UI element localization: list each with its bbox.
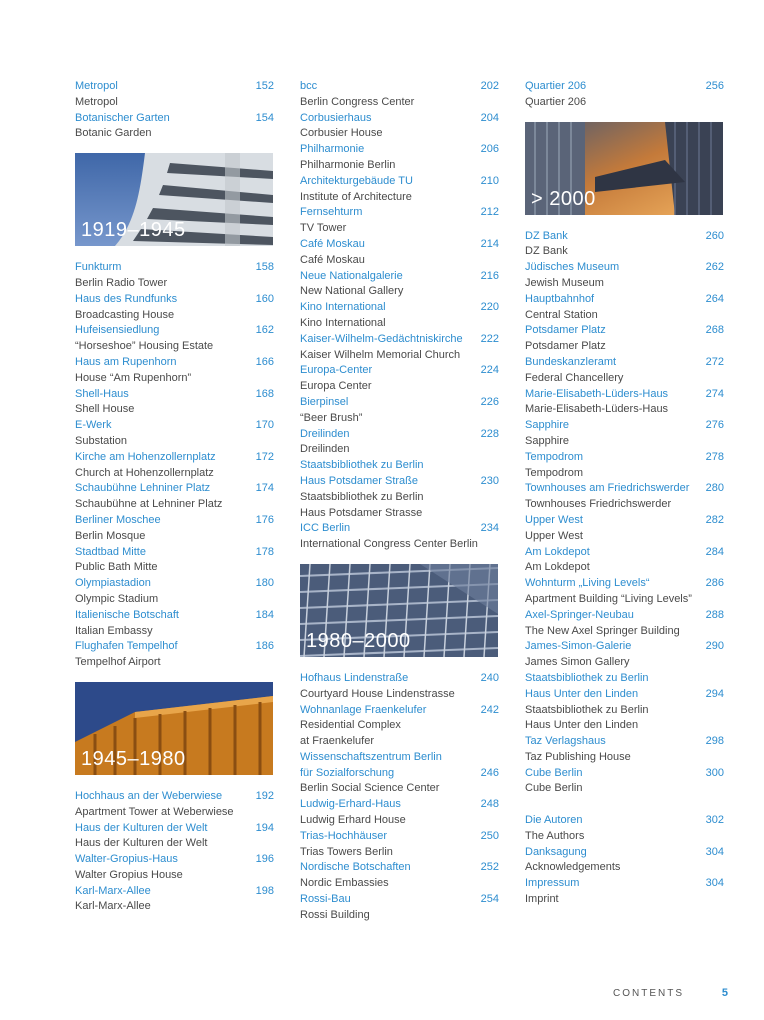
- entry-title[interactable]: Nordische Botschaften: [300, 861, 411, 874]
- entry-page-number: 158: [255, 261, 274, 274]
- toc-entry-quartier-206[interactable]: [525, 79, 724, 111]
- toc-entry-staatsbibliothek-zu-berlin[interactable]: [525, 671, 724, 687]
- toc-entry-olympiastadion[interactable]: [75, 576, 274, 608]
- entry-title[interactable]: Die Autoren: [525, 814, 583, 827]
- entry-page-number: 170: [255, 419, 274, 432]
- entry-title[interactable]: Kaiser-Wilhelm-Gedächtniskirche: [300, 332, 463, 345]
- entry-subtitle: Townhouses Friedrichswerder: [525, 498, 672, 511]
- entry-subtitle: Tempodrom: [525, 466, 584, 479]
- entry-subtitle: Potsdamer Platz: [525, 340, 606, 353]
- entry-subtitle: Tempelhof Airport: [75, 656, 161, 669]
- entry-subtitle: Courtyard House Lindenstrasse: [300, 687, 455, 700]
- era-photo-2000: [525, 122, 723, 215]
- entry-title[interactable]: Tempodrom: [525, 450, 584, 463]
- contents-column-2: [300, 79, 499, 924]
- entry-title[interactable]: Potsdamer Platz: [525, 324, 606, 337]
- entry-page-number: 214: [480, 237, 499, 250]
- toc-entry-upper-west[interactable]: [525, 513, 724, 545]
- contents-column-3: [525, 79, 724, 908]
- toc-entry-schaubuhne-lehniner-platz[interactable]: [75, 481, 274, 513]
- era-photo-1945-1980: [75, 682, 273, 775]
- entry-title[interactable]: Walter-Gropius-Haus: [75, 853, 178, 866]
- entry-title[interactable]: Wissenschaftszentrum Berlin: [300, 750, 442, 763]
- entry-subtitle: New National Gallery: [300, 285, 404, 298]
- entry-subtitle: Marie-Elisabeth-Lüders-Haus: [525, 403, 669, 416]
- toc-entry-shell-haus[interactable]: [75, 387, 274, 419]
- entry-page-number: 160: [255, 292, 274, 305]
- entry-subtitle: Café Moskau: [300, 253, 365, 266]
- entry-title[interactable]: Europa-Center: [300, 364, 373, 377]
- entry-title[interactable]: Townhouses am Friedrichswerder: [525, 482, 690, 495]
- entry-subtitle: Upper West: [525, 529, 583, 542]
- toc-entry-haus-der-kulturen-der-welt[interactable]: [75, 821, 274, 853]
- entry-title[interactable]: Philharmonie: [300, 143, 365, 156]
- entry-title[interactable]: Marie-Elisabeth-Lüders-Haus: [525, 387, 669, 400]
- entry-subtitle: Berlin Social Science Center: [300, 782, 440, 795]
- entry-subtitle: Berlin Mosque: [75, 529, 146, 542]
- entry-subtitle: Schaubühne at Lehniner Platz: [75, 498, 223, 511]
- entry-subtitle: International Congress Center Berlin: [300, 538, 478, 551]
- entry-subtitle: Walter Gropius House: [75, 868, 183, 881]
- entry-title[interactable]: für Sozialforschung: [300, 766, 395, 779]
- entry-subtitle: Philharmonie Berlin: [300, 158, 396, 171]
- entry-title[interactable]: Wohnturm „Living Levels“: [525, 577, 650, 590]
- entry-title[interactable]: James-Simon-Galerie: [525, 640, 632, 653]
- entry-page-number: 252: [480, 861, 499, 874]
- entry-page-number: 242: [480, 703, 499, 716]
- entry-title[interactable]: Rossi-Bau: [300, 893, 351, 906]
- entry-title[interactable]: DZ Bank: [525, 229, 568, 242]
- entry-page-number: 298: [705, 735, 724, 748]
- toc-entry-corbusierhaus[interactable]: [300, 111, 499, 143]
- entry-page-number: 220: [480, 301, 499, 314]
- entry-title[interactable]: Architekturgebäude TU: [300, 174, 413, 187]
- entry-title[interactable]: Dreilinden: [300, 427, 350, 440]
- entry-subtitle: Am Lokdepot: [525, 561, 590, 574]
- toc-entry-italienische-botschaft[interactable]: [75, 608, 274, 640]
- entry-page-number: 300: [705, 766, 724, 779]
- entry-page-number: 226: [480, 395, 499, 408]
- entry-page-number: 280: [705, 482, 724, 495]
- toc-entry-rossi-bau[interactable]: [300, 892, 499, 924]
- entry-subtitle: Imprint: [525, 893, 559, 906]
- entry-subtitle: Europa Center: [300, 380, 372, 393]
- entry-title[interactable]: Haus am Rupenhorn: [75, 355, 177, 368]
- era-label: 1919–1945: [81, 219, 186, 242]
- contents-column-1: [75, 79, 274, 915]
- toc-entry-nordische-botschaften[interactable]: [300, 860, 499, 892]
- entry-title[interactable]: Karl-Marx-Allee: [75, 884, 151, 897]
- entry-title[interactable]: Haus Unter den Linden: [525, 687, 639, 700]
- entry-title[interactable]: Italienische Botschaft: [75, 608, 179, 621]
- entry-page-number: 286: [705, 577, 724, 590]
- entry-subtitle: Substation: [75, 434, 127, 447]
- entry-page-number: 210: [480, 174, 499, 187]
- entry-title[interactable]: Taz Verlagshaus: [525, 735, 606, 748]
- entry-subtitle: Berlin Congress Center: [300, 95, 415, 108]
- entry-page-number: 278: [705, 450, 724, 463]
- toc-entry-e-werk[interactable]: [75, 418, 274, 450]
- era-label: 1945–1980: [81, 747, 186, 770]
- entry-subtitle: Shell House: [75, 403, 135, 416]
- entry-page-number: 260: [705, 229, 724, 242]
- entry-title[interactable]: Impressum: [525, 877, 580, 890]
- entry-subtitle: TV Tower: [300, 222, 347, 235]
- entry-page-number: 276: [705, 419, 724, 432]
- entry-title[interactable]: Kirche am Hohenzollernplatz: [75, 450, 216, 463]
- entry-title[interactable]: Metropol: [75, 80, 118, 92]
- entry-title[interactable]: Stadtbad Mitte: [75, 545, 146, 558]
- entry-title[interactable]: Am Lokdepot: [525, 545, 590, 558]
- entry-page-number: 216: [480, 269, 499, 282]
- entry-title[interactable]: Wohnanlage Fraenkelufer: [300, 703, 427, 716]
- entry-subtitle: Cube Berlin: [525, 782, 583, 795]
- entry-subtitle: Haus Unter den Linden: [525, 719, 639, 732]
- entry-page-number: 228: [480, 427, 499, 440]
- toc-entry-dreilinden[interactable]: [300, 427, 499, 459]
- entry-title[interactable]: Axel-Springer-Neubau: [525, 608, 634, 621]
- entry-page-number: 198: [255, 884, 274, 897]
- toc-entry-bierpinsel[interactable]: [300, 395, 499, 427]
- toc-entry-cube-berlin[interactable]: [525, 766, 724, 798]
- entry-subtitle: Nordic Embassies: [300, 877, 389, 890]
- entry-page-number: 304: [705, 845, 724, 858]
- entry-title[interactable]: Staatsbibliothek zu Berlin: [525, 671, 649, 684]
- toc-entry-am-lokdepot[interactable]: [525, 545, 724, 577]
- toc-entry-funkturm[interactable]: [75, 260, 274, 292]
- entry-title[interactable]: Hufeisensiedlung: [75, 324, 160, 337]
- toc-entry-fernsehturm[interactable]: [300, 205, 499, 237]
- toc-entry-impressum[interactable]: [525, 876, 724, 908]
- entry-page-number: 172: [255, 450, 274, 463]
- entry-subtitle: “Beer Brush”: [300, 411, 363, 424]
- toc-entry-james-simon-galerie[interactable]: [525, 639, 724, 671]
- entry-subtitle: James Simon Gallery: [525, 656, 630, 669]
- entry-subtitle: Corbusier House: [300, 127, 383, 140]
- entry-title[interactable]: Haus des Rundfunks: [75, 292, 178, 305]
- toc-entry-taz-verlagshaus[interactable]: [525, 734, 724, 766]
- entry-page-number: 274: [705, 387, 724, 400]
- era-label: 1980–2000: [306, 629, 411, 652]
- toc-entry-ludwig-erhard-haus[interactable]: [300, 797, 499, 829]
- entry-page-number: 250: [480, 829, 499, 842]
- entry-page-number: 234: [480, 522, 499, 535]
- entry-subtitle: House “Am Rupenhorn”: [75, 371, 192, 384]
- entry-subtitle: Taz Publishing House: [525, 750, 631, 763]
- entry-page-number: 168: [255, 387, 274, 400]
- entry-title[interactable]: Kino International: [300, 301, 386, 314]
- toc-entry-wohnturm-living-levels[interactable]: [525, 576, 724, 608]
- entry-page-number: 282: [705, 513, 724, 526]
- page-footer: [0, 987, 764, 1003]
- entry-subtitle: Kino International: [300, 316, 386, 329]
- toc-entry-icc-berlin[interactable]: [300, 521, 499, 553]
- entry-page-number: 264: [705, 292, 724, 305]
- entry-title[interactable]: Cube Berlin: [525, 766, 583, 779]
- entry-title[interactable]: Berliner Moschee: [75, 513, 161, 526]
- entry-page-number: 256: [705, 80, 724, 92]
- entry-page-number: 212: [480, 206, 499, 219]
- entry-title[interactable]: Corbusierhaus: [300, 111, 372, 124]
- entry-page-number: 288: [705, 608, 724, 621]
- entry-subtitle: Apartment Building “Living Levels”: [525, 592, 692, 605]
- toc-entry-trias-hochhauser[interactable]: [300, 829, 499, 861]
- entry-title[interactable]: ICC Berlin: [300, 522, 351, 535]
- entry-subtitle: The Authors: [525, 829, 585, 842]
- toc-entry-haus-unter-den-linden[interactable]: [525, 687, 724, 734]
- entry-page-number: 262: [705, 261, 724, 274]
- entry-title[interactable]: Upper West: [525, 513, 583, 526]
- entry-title[interactable]: Café Moskau: [300, 237, 365, 250]
- entry-page-number: 224: [480, 364, 499, 377]
- entry-subtitle: Italian Embassy: [75, 624, 153, 637]
- entry-page-number: 254: [480, 893, 499, 906]
- entry-page-number: 290: [705, 640, 724, 653]
- toc-entry-bundeskanzleramt[interactable]: [525, 355, 724, 387]
- toc-entry-wohnanlage-fraenkelufer[interactable]: [300, 703, 499, 750]
- entry-subtitle: Kaiser Wilhelm Memorial Church: [300, 348, 461, 361]
- toc-entry-philharmonie[interactable]: [300, 142, 499, 174]
- entry-title[interactable]: Botanischer Garten: [75, 111, 170, 124]
- entry-page-number: 204: [480, 111, 499, 124]
- toc-entry-fur-sozialforschung[interactable]: [300, 766, 499, 798]
- entry-page-number: 194: [255, 821, 274, 834]
- entry-title[interactable]: Haus der Kulturen der Welt: [75, 821, 208, 834]
- entry-page-number: 202: [480, 80, 499, 92]
- entry-title[interactable]: Schaubühne Lehniner Platz: [75, 482, 211, 495]
- toc-entry-flughafen-tempelhof[interactable]: [75, 639, 274, 671]
- toc-entry-kaiser-wilhelm-gedachtniskirche[interactable]: [300, 332, 499, 364]
- entry-page-number: 176: [255, 513, 274, 526]
- entry-page-number: 196: [255, 853, 274, 866]
- entry-subtitle: Church at Hohenzollernplatz: [75, 466, 214, 479]
- toc-entry-haus-am-rupenhorn[interactable]: [75, 355, 274, 387]
- entry-subtitle: DZ Bank: [525, 245, 568, 258]
- entry-page-number: 178: [255, 545, 274, 558]
- entry-subtitle: Berlin Radio Tower: [75, 276, 168, 289]
- entry-page-number: 222: [480, 332, 499, 345]
- toc-entry-haus-potsdamer-stra-e[interactable]: [300, 474, 499, 521]
- era-label: > 2000: [531, 187, 596, 210]
- footer-section-label: CONTENTS: [613, 988, 684, 999]
- entry-subtitle: Haus Potsdamer Strasse: [300, 506, 423, 519]
- toc-entry-walter-gropius-haus[interactable]: [75, 852, 274, 884]
- entry-subtitle: Haus der Kulturen der Welt: [75, 837, 208, 850]
- entry-title[interactable]: bcc: [300, 80, 318, 92]
- entry-subtitle: Institute of Architecture: [300, 190, 412, 203]
- entry-title[interactable]: Funkturm: [75, 261, 122, 274]
- toc-entry-hochhaus-an-der-weberwiese[interactable]: [75, 789, 274, 821]
- entry-page-number: 174: [255, 482, 274, 495]
- entry-title[interactable]: Fernsehturm: [300, 206, 363, 219]
- entry-title[interactable]: Olympiastadion: [75, 577, 151, 590]
- entry-subtitle: Karl-Marx-Allee: [75, 900, 151, 913]
- toc-entry-bcc[interactable]: [300, 79, 499, 111]
- entry-subtitle: Botanic Garden: [75, 127, 152, 140]
- entry-page-number: 192: [255, 789, 274, 802]
- entry-subtitle: Federal Chancellery: [525, 371, 624, 384]
- entry-title[interactable]: E-Werk: [75, 419, 112, 432]
- entry-page-number: 246: [480, 766, 499, 779]
- toc-entry-tempodrom[interactable]: [525, 450, 724, 482]
- entry-subtitle: Acknowledgements: [525, 861, 621, 874]
- toc-entry-haus-des-rundfunks[interactable]: [75, 292, 274, 324]
- entry-title[interactable]: Neue Nationalgalerie: [300, 269, 403, 282]
- entry-page-number: 284: [705, 545, 724, 558]
- entry-page-number: 302: [705, 814, 724, 827]
- entry-subtitle: Jewish Museum: [525, 276, 604, 289]
- toc-entry-danksagung[interactable]: [525, 845, 724, 877]
- entry-title[interactable]: Bierpinsel: [300, 395, 349, 408]
- entry-title[interactable]: Staatsbibliothek zu Berlin: [300, 459, 424, 472]
- entry-title[interactable]: Hochhaus an der Weberwiese: [75, 789, 223, 802]
- toc-entry-architekturgebaude-tu[interactable]: [300, 174, 499, 206]
- toc-entry-neue-nationalgalerie[interactable]: [300, 269, 499, 301]
- entry-title[interactable]: Bundeskanzleramt: [525, 355, 617, 368]
- entry-subtitle: Quartier 206: [525, 95, 587, 108]
- footer-page-number: 5: [721, 987, 728, 999]
- entry-page-number: 230: [480, 474, 499, 487]
- toc-entry-stadtbad-mitte[interactable]: [75, 545, 274, 577]
- toc-entry-axel-springer-neubau[interactable]: [525, 608, 724, 640]
- toc-entry-karl-marx-allee[interactable]: [75, 884, 274, 916]
- entry-page-number: 184: [255, 608, 274, 621]
- entry-page-number: 240: [480, 671, 499, 684]
- entry-subtitle: Residential Complex: [300, 719, 401, 732]
- toc-entry-hauptbahnhof[interactable]: [525, 292, 724, 324]
- entry-page-number: 180: [255, 577, 274, 590]
- entry-page-number: 304: [705, 877, 724, 890]
- entry-subtitle: Metropol: [75, 95, 118, 108]
- entry-subtitle: Ludwig Erhard House: [300, 814, 406, 827]
- entry-subtitle: Public Bath Mitte: [75, 561, 158, 574]
- entry-subtitle: Central Station: [525, 308, 598, 321]
- toc-entry-hufeisensiedlung[interactable]: [75, 323, 274, 355]
- toc-entry-kirche-am-hohenzollernplatz[interactable]: [75, 450, 274, 482]
- spacer: [525, 797, 724, 813]
- toc-entry-marie-elisabeth-luders-haus[interactable]: [525, 387, 724, 419]
- toc-entry-staatsbibliothek-zu-berlin[interactable]: [300, 458, 499, 474]
- entry-title[interactable]: Trias-Hochhäuser: [300, 829, 388, 842]
- entry-subtitle: at Fraenkelufer: [300, 735, 374, 748]
- entry-subtitle: Olympic Stadium: [75, 592, 159, 605]
- toc-entry-townhouses-am-friedrichswerder[interactable]: [525, 481, 724, 513]
- toc-entry-kino-international[interactable]: [300, 300, 499, 332]
- entry-page-number: 268: [705, 324, 724, 337]
- toc-entry-potsdamer-platz[interactable]: [525, 323, 724, 355]
- entry-page-number: 248: [480, 798, 499, 811]
- entry-subtitle: Broadcasting House: [75, 308, 175, 321]
- entry-subtitle: The New Axel Springer Building: [525, 624, 680, 637]
- entry-subtitle: Trias Towers Berlin: [300, 845, 393, 858]
- entry-page-number: 206: [480, 143, 499, 156]
- toc-entry-dz-bank[interactable]: [525, 229, 724, 261]
- toc-entry-berliner-moschee[interactable]: [75, 513, 274, 545]
- toc-entry-cafe-moskau[interactable]: [300, 237, 499, 269]
- entry-title[interactable]: Quartier 206: [525, 80, 587, 92]
- entry-subtitle: Staatsbibliothek zu Berlin: [525, 703, 649, 716]
- entry-page-number: 154: [255, 111, 274, 124]
- entry-title[interactable]: Shell-Haus: [75, 387, 129, 400]
- entry-title[interactable]: Flughafen Tempelhof: [75, 640, 178, 653]
- entry-subtitle: Rossi Building: [300, 908, 370, 921]
- toc-entry-metropol[interactable]: [75, 79, 274, 111]
- era-photo-1919-1945: [75, 153, 273, 246]
- entry-subtitle: Apartment Tower at Weberwiese: [75, 805, 234, 818]
- toc-entry-hofhaus-lindenstra-e[interactable]: [300, 671, 499, 703]
- entry-title[interactable]: Hofhaus Lindenstraße: [300, 671, 409, 684]
- entry-page-number: 272: [705, 355, 724, 368]
- entry-title[interactable]: Haus Potsdamer Straße: [300, 474, 418, 487]
- toc-entry-die-autoren[interactable]: [525, 813, 724, 845]
- toc-entry-sapphire[interactable]: [525, 418, 724, 450]
- entry-page-number: 166: [255, 355, 274, 368]
- toc-entry-wissenschaftszentrum-berlin[interactable]: [300, 750, 499, 766]
- entry-subtitle: Staatsbibliothek zu Berlin: [300, 490, 424, 503]
- entry-page-number: 186: [255, 640, 274, 653]
- entry-page-number: 294: [705, 687, 724, 700]
- toc-entry-botanischer-garten[interactable]: [75, 111, 274, 143]
- entry-page-number: 152: [255, 80, 274, 92]
- entry-page-number: 162: [255, 324, 274, 337]
- entry-title[interactable]: Jüdisches Museum: [525, 261, 620, 274]
- entry-title[interactable]: Sapphire: [525, 419, 570, 432]
- toc-entry-judisches-museum[interactable]: [525, 260, 724, 292]
- entry-title[interactable]: Danksagung: [525, 845, 587, 858]
- entry-title[interactable]: Hauptbahnhof: [525, 292, 595, 305]
- entry-title[interactable]: Ludwig-Erhard-Haus: [300, 798, 401, 811]
- entry-subtitle: “Horseshoe” Housing Estate: [75, 340, 214, 353]
- toc-entry-europa-center[interactable]: [300, 363, 499, 395]
- entry-subtitle: Sapphire: [525, 434, 570, 447]
- era-photo-1980-2000: [300, 564, 498, 657]
- entry-subtitle: Dreilinden: [300, 443, 350, 456]
